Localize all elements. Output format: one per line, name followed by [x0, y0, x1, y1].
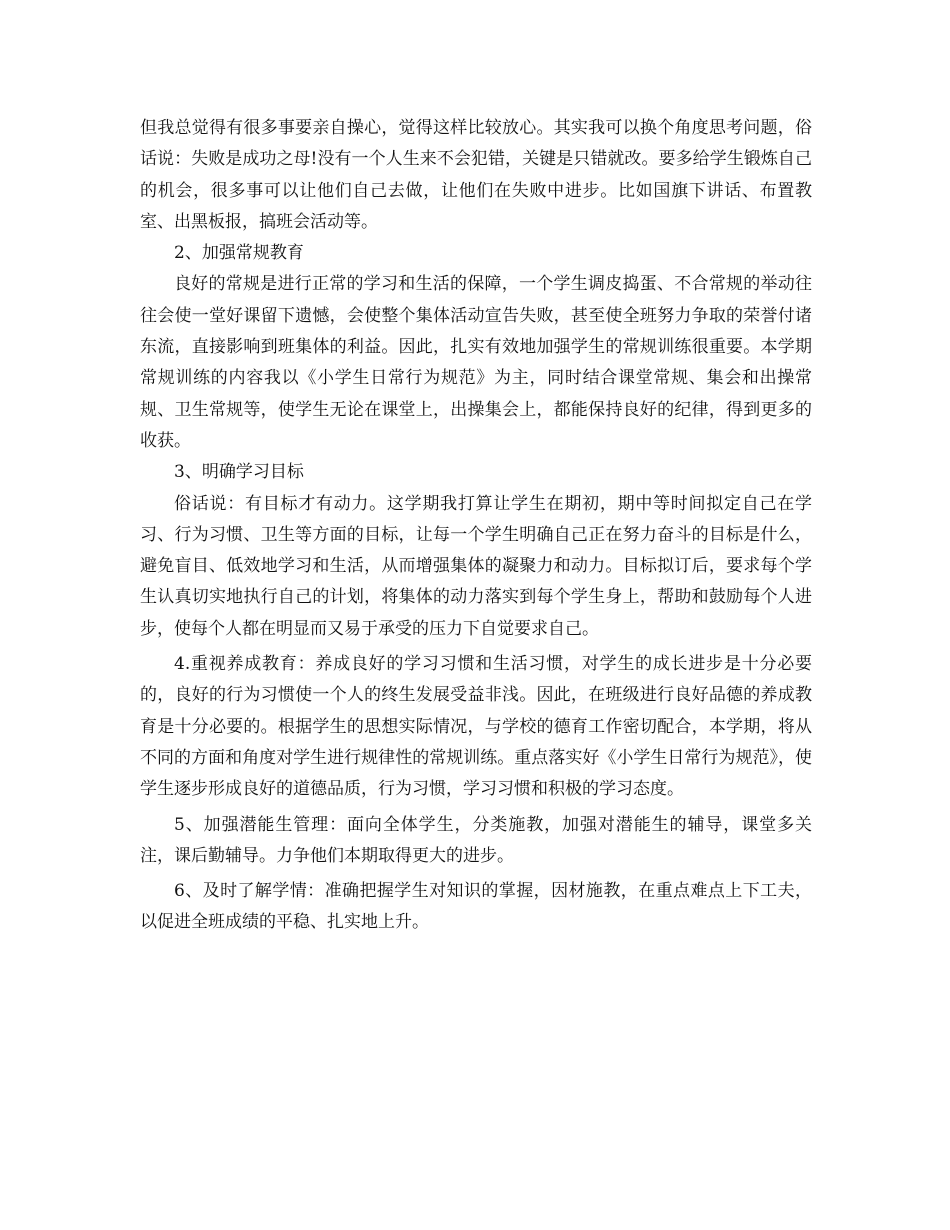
paragraph-potential-students: 5、加强潜能生管理：面向全体学生，分类施教，加强对潜能生的辅导，课堂多关注，课后勤辅导。力争他们本期取得更大的进步。 [140, 814, 812, 866]
heading-clarify-learning-goals: 3、明确学习目标 [174, 462, 304, 483]
paragraph-routine-education: 良好的常规是进行正常的学习和生活的保障，一个学生调皮捣蛋、不合常规的举动往往会使一堂好课留下遗憾，会使整个集体活动宣告失败，甚至使全班努力争取的荣誉付诸东流，直接影响到班集体的利益。因此，扎实有效地加强学生的常规训练很重要。本学期常规训练的内容我以《小学生日常行为规范》为主，同时结合课堂常规、集会和出操常规、卫生常规等，使学生无论在课堂上，出操集会上，都能保持良好的纪律，得到更多的收获。 [140, 274, 812, 451]
document-page [140, 113, 812, 939]
paragraph-habit-education: 4.重视养成教育：养成良好的学习习惯和生活习惯，对学生的成长进步是十分必要的，良好的行为习惯使一个人的终生发展受益非浅。因此，在班级进行良好品德的养成教育是十分必要的。根据学生的思想实际情况，与学校的德育工作密切配合，本学期，将从不同的方面和角度对学生进行规律性的常规训练。重点落实好《小学生日常行为规范》，使学生逐步形成良好的道德品质，行为习惯，学习习惯和积极的学习态度。 [140, 654, 812, 800]
paragraph-learning-status: 6、及时了解学情：准确把握学生对知识的掌握，因材施教，在重点难点上下工夫，以促进全班成绩的平稳、扎实地上升。 [140, 881, 812, 933]
paragraph-continuation: 但我总觉得有很多事要亲自操心，觉得这样比较放心。其实我可以换个角度思考问题，俗话说：失败是成功之母!没有一个人生来不会犯错，关键是只错就改。要多给学生锻炼自己的机会，很多事可以让他们自己去做，让他们在失败中进步。比如国旗下讲话、布置教室、出黑板报，搞班会活动等。 [140, 118, 812, 232]
heading-strengthen-routine-education: 2、加强常规教育 [174, 243, 304, 264]
paragraph-learning-goals: 俗话说：有目标才有动力。这学期我打算让学生在期初，期中等时间拟定自己在学习、行为习惯、卫生等方面的目标，让每一个学生明确自己正在努力奋斗的目标是什么，避免盲目、低效地学习和生活，从而增强集体的凝聚力和动力。目标拟订后，要求每个学生认真切实地执行自己的计划，将集体的动力落实到每个学生身上，帮助和鼓励每个人进步，使每个人都在明显而又易于承受的压力下自觉要求自己。 [140, 493, 812, 639]
